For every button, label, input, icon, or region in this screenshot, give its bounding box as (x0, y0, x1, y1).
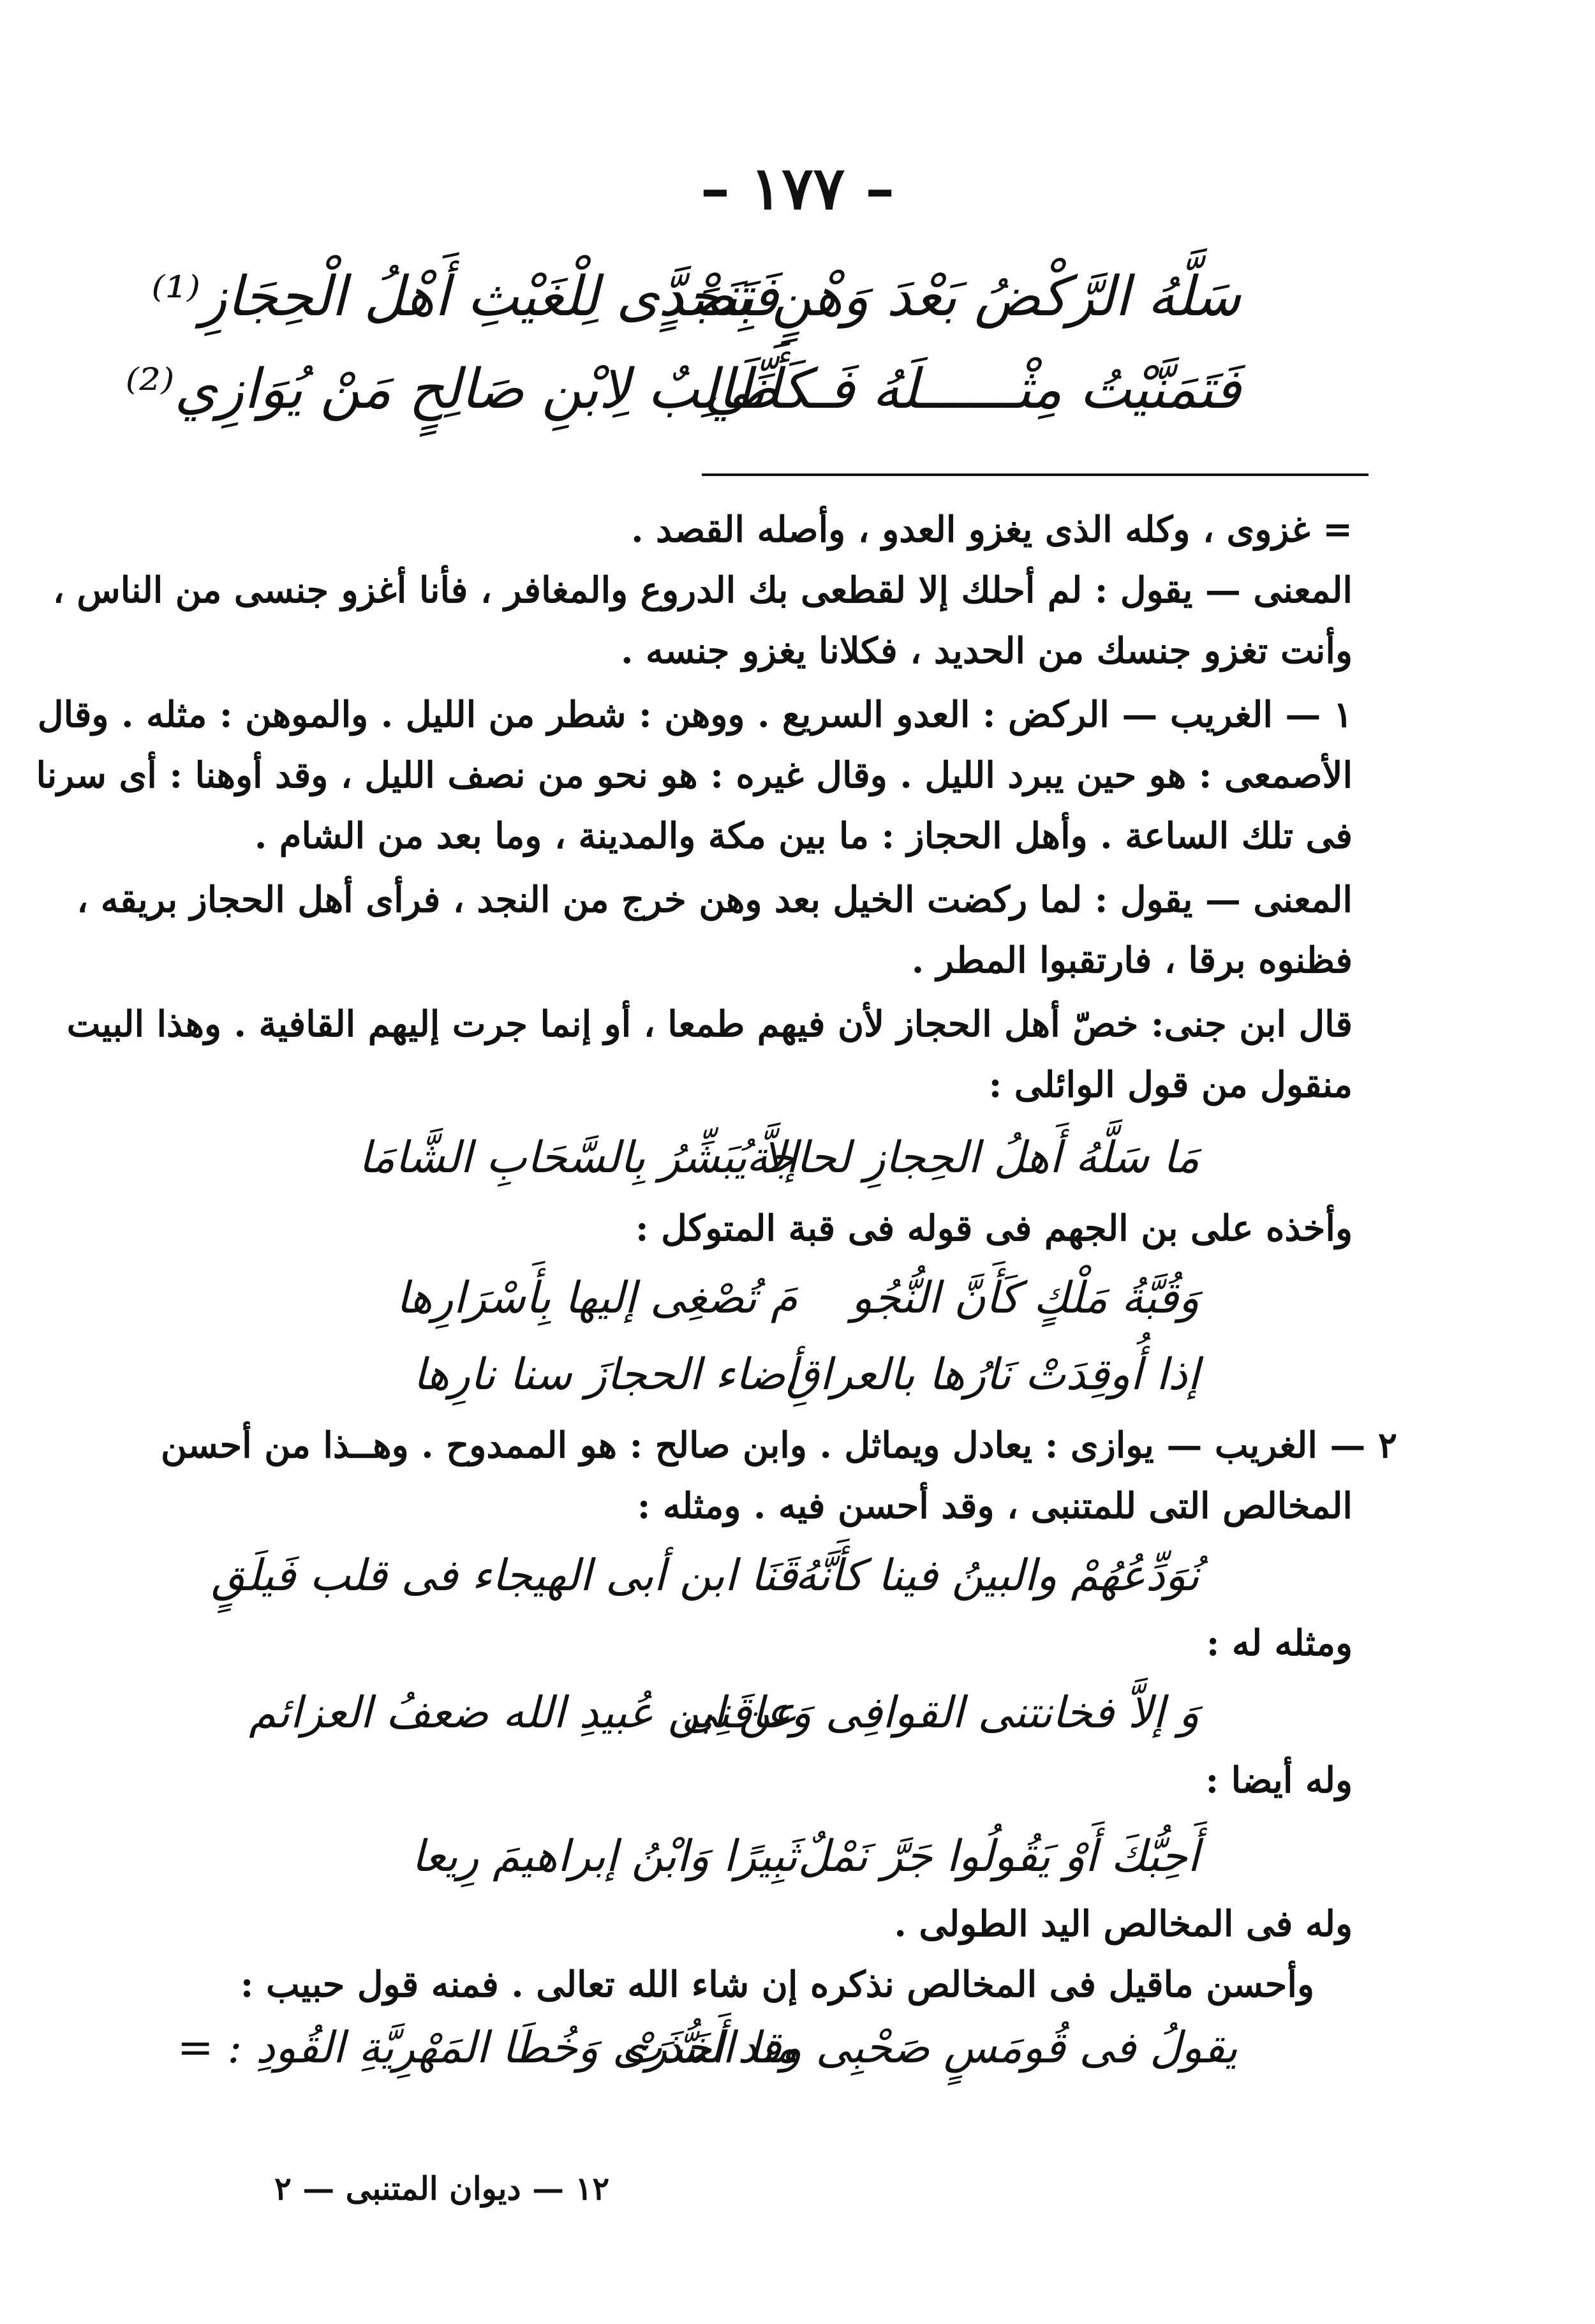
note-line: المعنى — يقول : لم أحلك إلا لقطعى بك الدروع والمغافر ، فأنا أغزو جنسى من الناس ، (52, 569, 1353, 611)
quoted-verse-first-hemistich: إذا أُوقِدَتْ نَارُها بالعراقِ (785, 1350, 1199, 1400)
quoted-verse-first-hemistich: نُوَدِّعُهُمْ والبينُ فينا كأَنَّهُ (794, 1551, 1199, 1601)
note-line: فى تلك الساعة . وأهل الحجاز : ما بين مكة والمدينة ، وما بعد من الشام . (254, 815, 1353, 857)
note-line: قال ابن جنى: خصّ أهل الحجاز لأن فيهم طمعا ، أو إنما جرت إليهم القافية . وهذا البيت (66, 1003, 1353, 1045)
note-line: المخالص التى للمتنبى ، وقد أحسن فيه . ومثله : (637, 1485, 1353, 1527)
note-line: المعنى — يقول : لما ركضت الخيل بعد وهن خرج من النجد ، فرأى أهل الحجاز بريقه ، (77, 879, 1353, 921)
note-line: وله فى المخالص اليد الطولى . (894, 1903, 1353, 1945)
note-line: وأنت تغزو جنسك من الحديد ، فكلانا يغزو جنسه . (621, 630, 1353, 672)
quoted-verse-first-hemistich: أَحِبُّكَ أَوْ يَقُولُوا جَرَّ نَمْلٌ (798, 1831, 1199, 1882)
note-line: ومثله له : (1206, 1622, 1353, 1664)
verse-1-second-hemistich: فَتَصَدَّى لِلْغَيْثِ أَهْلُ الْحِجَازِ⁽¹⁾ (151, 265, 778, 329)
note-line: ١ — الغريب — الركض : العدو السريع . ووهن : شطر من الليل . والموهن : مثله . وقال (37, 694, 1353, 736)
note-line: = غزوى ، وكله الذى يغزو العدو ، وأصله القصد . (631, 509, 1353, 551)
quoted-verse-first-hemistich: وَ إلاَّ فخانتنى القوافِى وَعاقَنِى (681, 1688, 1199, 1738)
verse-2-first-hemistich: فَتَمَنَّيْتُ مِثْــــــلَهُ فَـكَأَنِّي (704, 357, 1241, 421)
quoted-verse-second-hemistich: إلاَّ يُبَشِّرُ بِالسَّحَابِ الشَّامَا (359, 1133, 798, 1183)
note-line: ٢ — الغريب — يوازى : يعادل ويماثل . وابن صالح : هو الممدوح . وهــذا من أحسن (160, 1424, 1397, 1466)
quoted-verse-second-hemistich: عن ابن عُبيدِ الله ضعفُ العزائم (249, 1688, 798, 1738)
note-line: منقول من قول الوائلى : (988, 1064, 1353, 1106)
note-line: فظنوه برقا ، فارتقبوا المطر . (911, 939, 1353, 981)
note-line: وأحسن ماقيل فى المخالص نذكره إن شاء الله تعالى . فمنه قول حبيب : (240, 1963, 1314, 2006)
note-line: وأخذه على بن الجهم فى قوله فى قبة المتوكل : (635, 1207, 1353, 1249)
quoted-verse-second-hemistich: منا السُّرَى وَخُطَا المَهْرِيَّةِ القُودِ : = (177, 2023, 798, 2073)
verse-1-first-hemistich: سَلَّهُ الرَّكْضُ بَعْدَ وَهْنٍ بِنَجْدٍ (658, 265, 1241, 329)
quoted-verse-first-hemistich: مَا سَلَّهُ أَهلُ الحِجازِ لحاجة (746, 1133, 1199, 1183)
quoted-verse-second-hemistich: أضاء الحجازَ سنا نارِها (413, 1350, 798, 1400)
quoted-verse-first-hemistich: وَقُبَّةُ مَلْكٍ كَأَنَّ النُّجُو (851, 1273, 1199, 1323)
quoted-verse-second-hemistich: ثَبِيرًا وَابْنُ إبراهيمَ رِيعا (412, 1831, 798, 1882)
note-line: الأصمعى : هو حين يبرد الليل . وقال غيره : هو نحو من نصف الليل ، وقد أوهنا : أى سرنا (36, 754, 1353, 796)
page-number: – ١٧٧ – (700, 154, 895, 223)
page-footer: ١٢ — ديوان المتنبى — ٢ (274, 2170, 610, 2207)
quoted-verse-first-hemistich: يقولُ فى قُومَسٍ صَحْبِى وقد أَخَذَتْ (621, 2023, 1238, 2073)
verse-2-second-hemistich: طَالِبٌ لِابْنِ صَالِحٍ مَنْ يُوَازِي⁽²⁾ (125, 357, 778, 421)
footnote-separator (702, 473, 1369, 476)
note-line: وله أيضا : (1205, 1759, 1353, 1801)
quoted-verse-second-hemistich: قَنَا ابن أبى الهيجاء فى قلب فَيلَقٍ (211, 1551, 798, 1601)
quoted-verse-second-hemistich: مَ تُصْغِى إليها بِأَسْرَارِها (396, 1273, 798, 1323)
